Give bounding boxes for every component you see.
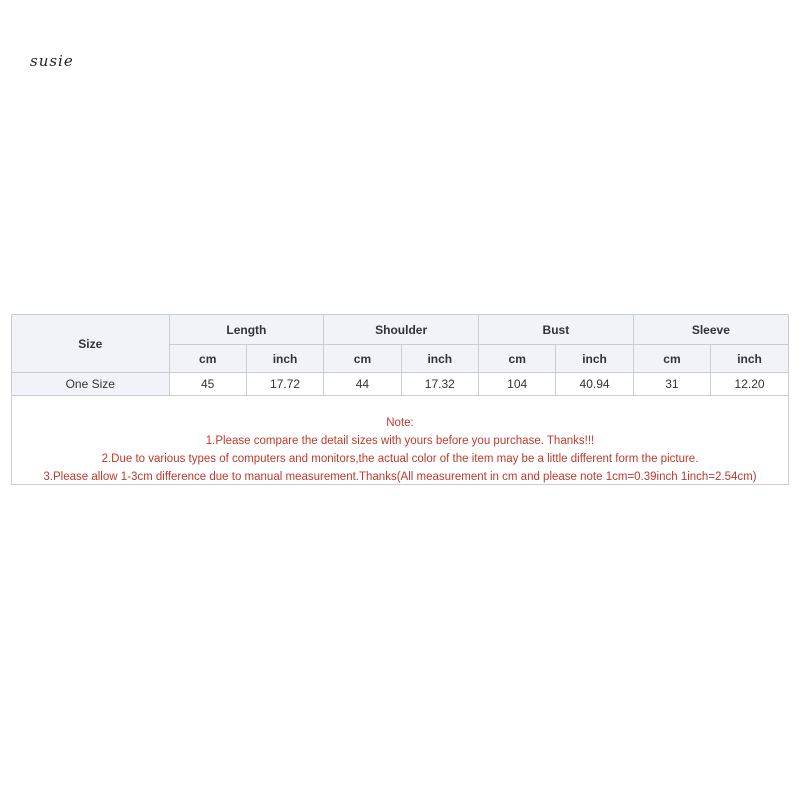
notes-section (12, 396, 788, 486)
bust-cm-header: cm (479, 345, 556, 373)
length-inch-cell: 17.72 (246, 373, 323, 396)
shoulder-header: Shoulder (324, 315, 479, 345)
sleeve-inch-cell: 12.20 (711, 373, 788, 396)
measurement-header-row (12, 315, 788, 345)
table-row (12, 373, 788, 396)
bust-cm-cell: 104 (479, 373, 556, 396)
shoulder-cm-header: cm (324, 345, 401, 373)
size-table (12, 315, 788, 396)
note-line: 3.Please allow 1-3cm difference due to manual measurement.Thanks(All measurement in cm and please note 1cm=0.39inch 1inch=2.54cm) (43, 471, 757, 483)
bust-header: Bust (479, 315, 634, 345)
bust-inch-cell: 40.94 (556, 373, 633, 396)
shoulder-cm-cell: 44 (324, 373, 401, 396)
note-line: 1.Please compare the detail sizes with yours before you purchase. Thanks!!! (205, 435, 595, 447)
sleeve-cm-cell: 31 (633, 373, 710, 396)
size-column-header: Size (12, 315, 169, 373)
shoulder-inch-cell: 17.32 (401, 373, 478, 396)
length-cm-cell: 45 (169, 373, 246, 396)
size-cell: One Size (12, 373, 169, 396)
sleeve-cm-header: cm (633, 345, 710, 373)
bust-inch-header: inch (556, 345, 633, 373)
length-cm-header: cm (169, 345, 246, 373)
sleeve-inch-header: inch (711, 345, 788, 373)
length-header: Length (169, 315, 324, 345)
length-inch-header: inch (246, 345, 323, 373)
notes-title: Note: (386, 417, 414, 429)
brand-watermark: susie (30, 52, 74, 70)
note-line: 2.Due to various types of computers and monitors,the actual color of the item may be a little different form the picture. (101, 453, 699, 465)
shoulder-inch-header: inch (401, 345, 478, 373)
size-chart (11, 314, 789, 485)
sleeve-header: Sleeve (633, 315, 788, 345)
